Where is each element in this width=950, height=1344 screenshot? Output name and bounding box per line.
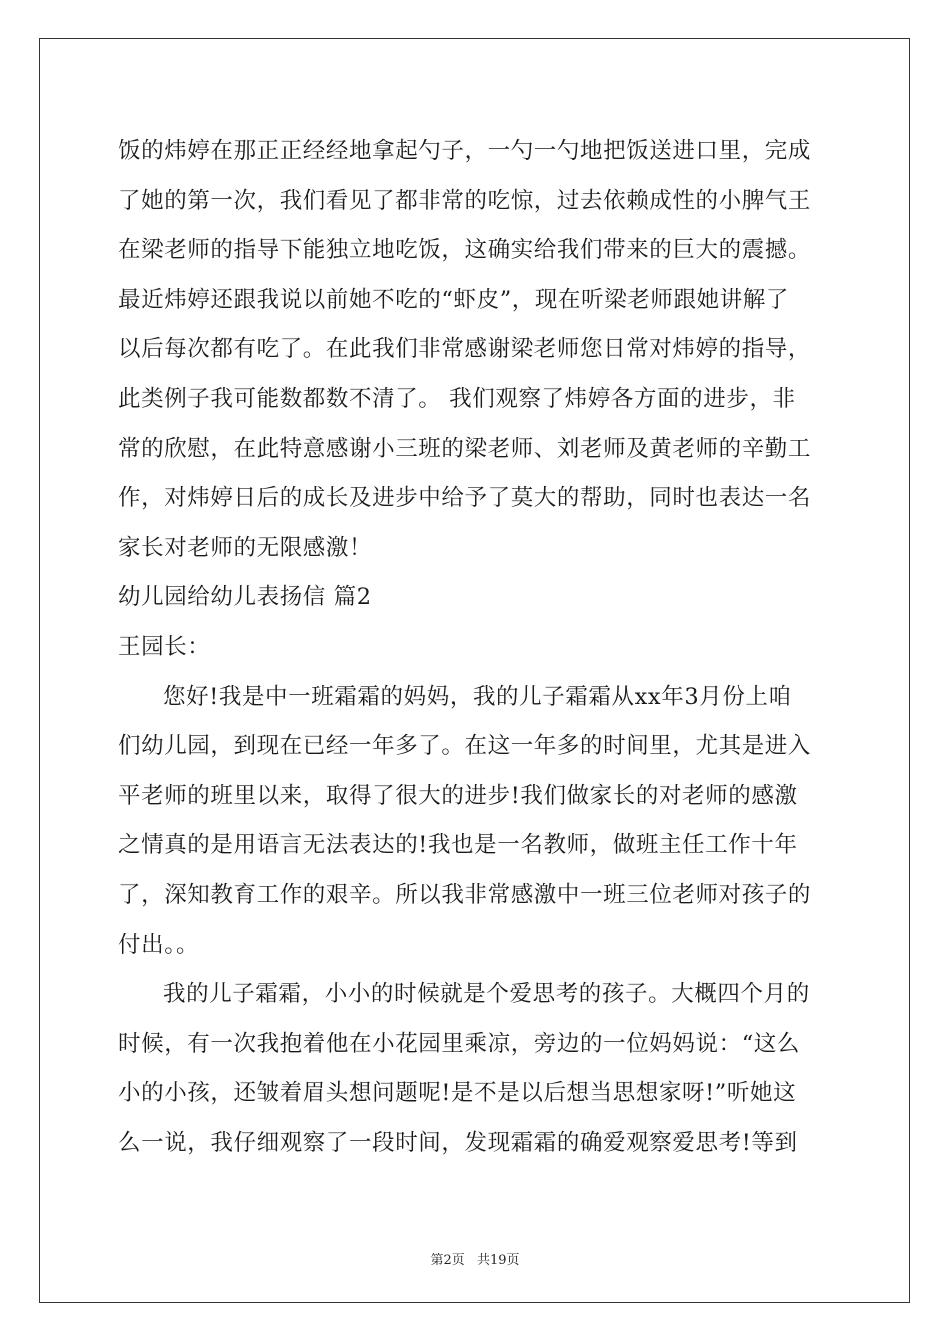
paragraph-start-1: 您好!我是中一班霜霜的妈妈，我的儿子霜霜从xx年3月份上咱	[163, 683, 792, 710]
text-line-15: 之情真的是用语言无法表达的!我也是一名教师，做班主任工作十年	[118, 832, 798, 859]
salutation: 王园长：	[118, 633, 211, 660]
text-line-21: 么一说，我仔细观察了一段时间，发现霜霜的确爱观察爱思考!等到	[118, 1129, 798, 1156]
text-line-8: 作，对炜婷日后的成长及进步中给予了莫大的帮助，同时也表达一名	[118, 485, 812, 512]
text-line-5: 以后每次都有吃了。在此我们非常感谢梁老师您日常对炜婷的指导，	[118, 336, 812, 363]
page-number: 第2页	[430, 1253, 465, 1268]
text-line-7: 常的欣慰，在此特意感谢小三班的梁老师、刘老师及黄老师的辛勤工	[118, 435, 812, 462]
text-line-19: 时候，有一次我抱着他在小花园里乘凉，旁边的一位妈妈说：“这么	[118, 1030, 801, 1057]
text-line-4: 最近炜婷还跟我说以前她不吃的“虾皮”，现在听梁老师跟她讲解了	[118, 286, 790, 313]
text-line-14: 平老师的班里以来，取得了很大的进步!我们做家长的对老师的感激	[118, 782, 798, 809]
paragraph-start-2: 我的儿子霜霜，小小的时候就是个爱思考的孩子。大概四个月的	[163, 981, 810, 1008]
text-line-6: 此类例子我可能数都数不清了。 我们观察了炜婷各方面的进步，非	[118, 385, 796, 412]
page-total: 共19页	[476, 1253, 520, 1268]
text-line-13: 们幼儿园，到现在已经一年多了。在这一年多的时间里，尤其是进入	[118, 733, 812, 760]
text-line-9: 家长对老师的无限感激！	[118, 534, 373, 561]
text-line-2: 了她的第一次，我们看见了都非常的吃惊，过去依赖成性的小脾气王	[118, 187, 812, 214]
section-heading: 幼儿园给幼儿表扬信 篇2	[118, 584, 372, 611]
text-line-1: 饭的炜婷在那正正经经地拿起勺子，一勺一勺地把饭送进口里，完成	[118, 138, 812, 164]
text-line-17: 付出。。	[118, 931, 200, 958]
text-line-3: 在梁老师的指导下能独立地吃饭，这确实给我们带来的巨大的震撼。	[118, 237, 812, 264]
document-body	[118, 127, 834, 1168]
text-line-16: 了，深知教育工作的艰辛。所以我非常感激中一班三位老师对孩子的	[118, 881, 812, 908]
page-footer	[0, 1249, 950, 1268]
text-line-20: 小的小孩，还皱着眉头想问题呢!是不是以后想当思想家呀!”听她这	[118, 1080, 797, 1107]
